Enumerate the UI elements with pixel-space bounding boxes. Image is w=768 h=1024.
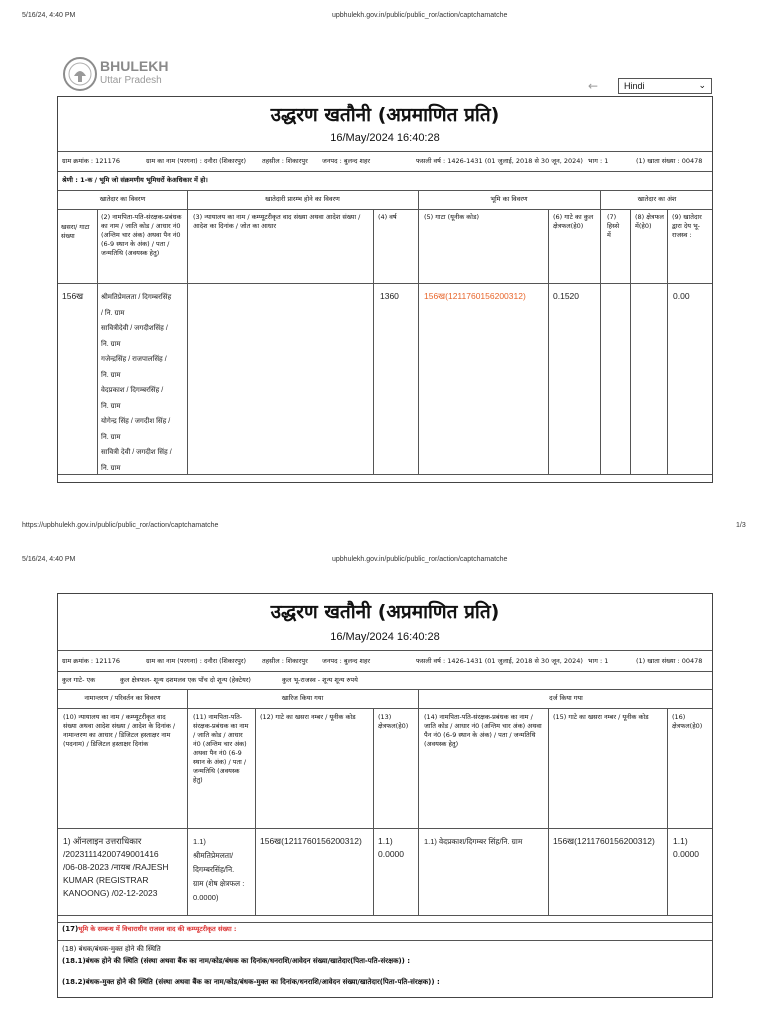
group-owner-share: खातेदार का अंश <box>637 195 677 203</box>
bhulekh-logo <box>62 56 192 96</box>
entered-area <box>673 835 699 861</box>
group-mutation-details: नामान्तरण / परिवर्तन का विवरण <box>84 694 161 702</box>
removed-owner-line: दिगम्बरसिंह/नि. <box>193 865 235 874</box>
owner-line: श्रीमतिप्रेमलता / दिगम्बरसिंह <box>101 294 172 301</box>
village-code: ग्राम क्रमांक : 121176 <box>62 157 120 165</box>
removed-owner-line: 0.0000) <box>193 893 219 902</box>
owner-list <box>101 290 187 476</box>
fasli-year: फसली वर्ष : 1426-1431 (01 जुलाई, 2018 से 30 जून, 2024) <box>416 157 583 165</box>
group-land-details: भूमि का विवरण <box>490 195 528 203</box>
group-owner-details: खातेदार का विवरण <box>99 195 146 203</box>
year-value: 1360 <box>380 291 399 301</box>
owner-line: नि. ग्राम <box>101 464 121 472</box>
removed-area-line: 0.0000 <box>378 849 404 859</box>
col-12: (12) गाटे का खसरा नम्बर / यूनीक कोड <box>260 713 356 721</box>
land-category: श्रेणी : 1-क / भूमि जो संक्रमणीय भूमिधरों केअधिकार में हो। <box>62 176 208 184</box>
part: भाग : 1 <box>588 657 609 665</box>
print-url: upbhulekh.gov.in/public/public_ror/action/captchamatche <box>332 556 508 563</box>
back-arrow-icon[interactable]: ← <box>588 79 599 93</box>
owner-line: सावित्रीदेवी / जगदीशसिंह / <box>101 325 168 332</box>
removed-owner-line: श्रीमतिप्रेमलता/ <box>193 851 234 860</box>
group-ownership-start: खातेदारी प्रारम्भ होने का विवरण <box>265 195 340 203</box>
mortgaged-status: (18.1)बंधक होने की स्थिति (संस्था अथवा बैंक का नाम/कोड/बंधक का दिनांक/धनराशि/आवेदन संख्या/खातेदार(पिता-पति-संरक्षक)) : <box>62 957 411 965</box>
total-plots: कुल गाटे- एक <box>62 676 96 684</box>
entered-area-line: 1.1) <box>673 836 688 846</box>
col-10: (10) न्यायालय का नाम / कम्प्यूटरीकृत वाद संख्या अथवा आदेश संख्या / आदेश के दिनांक / नामान्तरण का आधार / डिजिटल हस्ताक्षर नाम (पदनाम) / डिजिटल हस्ताक्षर दिनांक <box>63 713 176 748</box>
gata-unique-code-link[interactable]: 156ख(1211760156200312) <box>424 291 526 301</box>
footer-page-number: 1/3 <box>736 522 746 529</box>
col-khasra: खसरा/ गाटा संख्या <box>61 223 90 240</box>
district: जनपद : बुलन्द शहर <box>322 657 371 665</box>
district: जनपद : बुलन्द शहर <box>322 157 371 165</box>
language-select-value: Hindi <box>624 81 645 91</box>
col-6: (6) गाटे का कुल क्षेत्रफल(हे0) <box>553 213 594 230</box>
owner-line: नि. ग्राम <box>101 371 121 379</box>
village-name: ग्राम का नाम (परगना) : दनौरा (शिकारपुर) <box>146 657 246 665</box>
doc-title: उद्धरण खतौनी (अप्रमाणित प्रति) <box>270 601 500 623</box>
col-7: (7) हिस्से में <box>607 213 620 239</box>
owner-line: योगेन्द्र सिंह / जगदीश सिंह / <box>101 418 171 425</box>
logo-state: Uttar Pradesh <box>100 75 162 86</box>
col-8: (8) क्षेत्रफल में(हे0) <box>635 213 664 230</box>
emblem-icon <box>62 56 98 92</box>
removed-gata: 156ख(1211760156200312) <box>260 836 362 846</box>
khata-number: (1) खाता संख्या : 00478 <box>636 657 703 665</box>
doc-title: उद्धरण खतौनी (अप्रमाणित प्रति) <box>270 104 500 126</box>
village-name: ग्राम का नाम (परगना) : दनौरा (शिकारपुर) <box>146 157 246 165</box>
removed-owner-line: ग्राम (शेष क्षेत्रफल : <box>193 879 245 888</box>
col-15: (15) गाटे का खसरा नम्बर / यूनीक कोड <box>553 713 649 721</box>
doc-datetime: 16/May/2024 16:40:28 <box>330 132 440 144</box>
gata-area: 0.1520 <box>553 291 579 301</box>
group-removed: खारिज किया गया <box>281 694 324 702</box>
removed-area-line: 1.1) <box>378 836 393 846</box>
removed-owner <box>193 835 255 905</box>
entered-gata: 156ख(1211760156200312) <box>553 836 655 846</box>
owner-share: 0.00 <box>673 291 690 301</box>
col-2: (2) नामपिता-पति-संरक्षक-प्रबंधक का नाम / जाति कोड / आधार नं0 (अन्तिम चार अंक) अथवा पैन नं0 (6-9 स्थान के अंक) / पता / जन्मतिथि (अवयस्क हेतु) <box>101 213 182 257</box>
col-4: (4) वर्ष <box>378 213 397 221</box>
mutation-line: KUMAR (REGISTRAR <box>63 875 149 885</box>
owner-line: / नि. ग्राम <box>101 309 125 317</box>
chevron-down-icon: ⌄ <box>698 80 706 90</box>
mortgage-released-status: (18.2)बंधक-मुक्त होने की स्थिति (संस्था अथवा बैंक का नाम/कोड/बंधक-मुक्त का दिनांक/धनराशि/आवेदन संख्या/खातेदार(पिता-पति-संरक्षक)) : <box>62 978 440 986</box>
fasli-year: फसली वर्ष : 1426-1431 (01 जुलाई, 2018 से 30 जून, 2024) <box>416 657 583 665</box>
print-datetime: 5/16/24, 4:40 PM <box>22 12 76 19</box>
tehsil: तहसील : शिकारपुर <box>262 157 308 165</box>
entered-owner: 1.1) वेदप्रकाश/दिगम्बर सिंह/नि. ग्राम <box>424 837 523 846</box>
removed-owner-line: 1.1) <box>193 837 206 846</box>
col-11: (11) नामपिता-पति-संरक्षक-प्रबंधक का नाम / जाति कोड / आधार नं0 (अन्तिम चार अंक) अथवा पैन नं0 (6-9 स्थान के अंक) / पता / जन्मतिथि (अवयस्क हेतु) <box>193 713 249 784</box>
mutation-line: 1) ऑनलाइन उत्तराधिकार <box>63 836 142 846</box>
entered-area-line: 0.0000 <box>673 849 699 859</box>
col-13: (13) क्षेत्रफल(हे0) <box>378 713 409 730</box>
total-area: कुल क्षेत्रफल- शून्य दशमलव एक पाँच दो शून्य (हेक्टेयर) <box>120 676 251 684</box>
khata-number: (1) खाता संख्या : 00478 <box>636 157 703 165</box>
owner-line: सावित्री देवी / जगदीश सिंह / <box>101 449 172 456</box>
col-5: (5) गाटा (यूनीक कोड) <box>424 213 479 221</box>
col-14: (14) नामपिता-पति-संरक्षक-प्रबंधक का नाम / जाति कोड / आधार नं0 (अन्तिम चार अंक) अथवा पैन नं0 (6-9 स्थान के अंक) / पता / जन्मतिथि (अवयस्क हेतु) <box>424 713 542 748</box>
mortgage-status-heading: (18) बंधक/बंधक-मुक्त होने की स्थिति <box>62 945 161 953</box>
mutation-line: KANOONG) /02-12-2023 <box>63 888 158 898</box>
language-select[interactable] <box>618 78 712 94</box>
removed-area <box>378 835 404 861</box>
village-code: ग्राम क्रमांक : 121176 <box>62 657 120 665</box>
owner-line: नि. ग्राम <box>101 433 121 441</box>
s17-label: (17) <box>62 925 79 933</box>
part: भाग : 1 <box>588 157 609 165</box>
col-9: (9) खातेदार द्वारा देय भू-राजस्व : <box>672 213 702 239</box>
col-16: (16) क्षेत्रफल(हे0) <box>672 713 703 730</box>
mutation-line: /06-08-2023 /नायब /RAJESH <box>63 862 169 872</box>
logo-name: BHULEKH <box>100 58 169 74</box>
pending-case-label: भूमि के सम्बन्ध में विचाराधीन राजस्व वाद की कम्प्यूटरीकृत संख्या : <box>78 925 237 933</box>
print-url: upbhulekh.gov.in/public/public_ror/action/captchamatche <box>332 12 508 19</box>
footer-url: https://upbhulekh.gov.in/public/public_ror/action/captchamatche <box>22 522 219 529</box>
owner-line: वेदप्रकाश / दिगम्बरसिंह / <box>101 387 164 394</box>
khasra-number: 156ख <box>62 291 84 301</box>
print-datetime: 5/16/24, 4:40 PM <box>22 556 76 563</box>
mutation-line: /20231114200749001416 <box>63 849 159 859</box>
mutation-details <box>63 835 187 900</box>
doc-datetime: 16/May/2024 16:40:28 <box>330 631 440 643</box>
owner-line: नि. ग्राम <box>101 340 121 348</box>
khatauni-page1 <box>57 96 713 483</box>
tehsil: तहसील : शिकारपुर <box>262 657 308 665</box>
group-entered: दर्ज किया गया <box>549 694 583 702</box>
owner-line: नि. ग्राम <box>101 402 121 410</box>
owner-line: गजेन्द्रसिंह / राजपालसिंह / <box>101 356 167 363</box>
total-revenue: कुल भू-राजस्व - शून्य शून्य रुपये <box>282 676 358 684</box>
khatauni-page2 <box>57 593 713 998</box>
col-3: (3) न्यायालय का नाम / कम्प्यूटरीकृत वाद संख्या अथवा आदेश संख्या / आदेश का दिनांक / जोत का आधार <box>193 213 361 230</box>
